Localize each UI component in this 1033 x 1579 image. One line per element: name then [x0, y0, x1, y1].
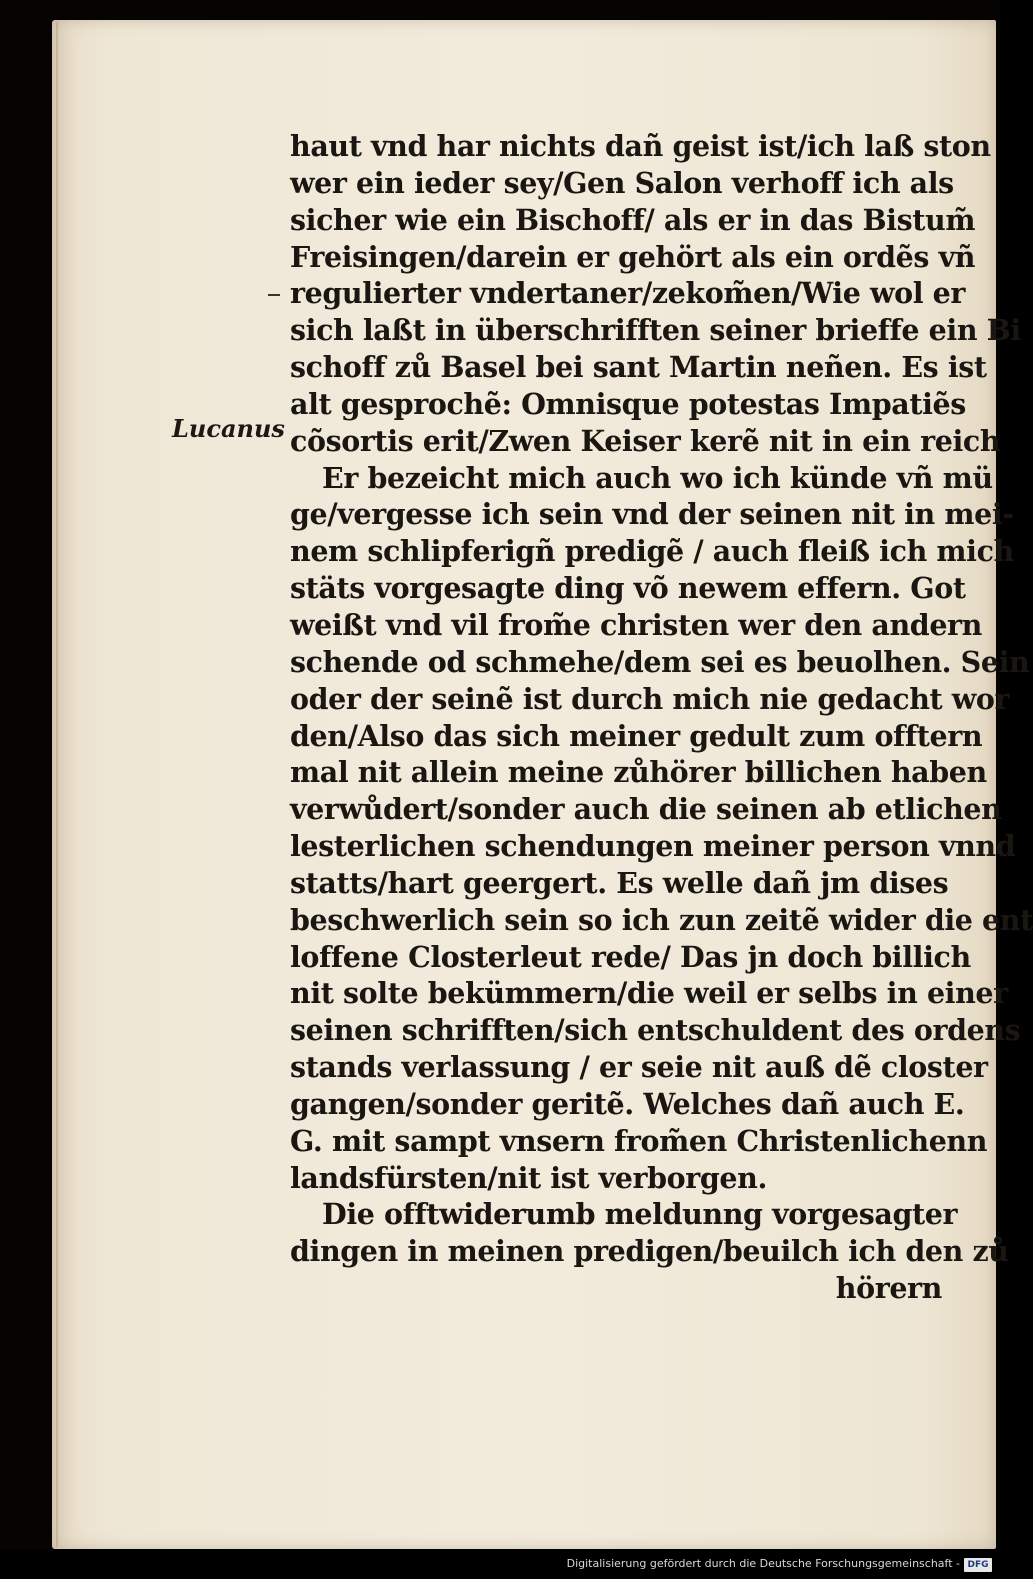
text-line: den/Also das sich meiner gedult zum offtern [290, 718, 983, 753]
text-line: schende od schmehe/dem sei es beuolhen. Sein [290, 644, 1030, 679]
text-line: G. mit sampt vnsern from̃en Christenlichenn [290, 1123, 988, 1158]
text-line: Er bezeicht mich auch wo ich künde vñ mü [322, 460, 993, 495]
text-line: stands verlassung / er seie nit auß dẽ closter [290, 1050, 988, 1085]
text-line: landsfürsten/nit ist verborgen. [290, 1160, 768, 1195]
text-line: verwůdert/sonder auch die seinen ab etlichen [290, 792, 1002, 827]
text-line: sich laßt in überschrifften seiner brieffe ein Bi [290, 313, 1021, 348]
catchword: hörern [835, 1271, 942, 1306]
text-line: alt gesprochẽ: Omnisque potestas Impatiẽs [290, 386, 966, 421]
text-line: cõsortis erit/Zwen Keiser kerẽ nit in ein reich [290, 423, 1001, 458]
text-line: stäts vorgesagte ding võ newem effern. Got [290, 571, 966, 606]
footer-bar [0, 1549, 1000, 1579]
text-line: oder der seinẽ ist durch mich nie gedacht wor [290, 681, 1010, 716]
page-gutter [56, 22, 58, 1547]
text-line: dingen in meinen predigen/beuilch ich den zů [290, 1234, 1009, 1269]
text-line: lesterlichen schendungen meiner person vnnd [290, 829, 1016, 864]
text-line: statts/hart geergert. Es welle dañ jm dises [290, 865, 949, 900]
text-line: gangen/sonder geritẽ. Welches dañ auch E. [290, 1086, 965, 1121]
text-line: nem schlipferigñ predigẽ / auch fleiß ich mich [290, 534, 1014, 569]
text-line: Die offtwiderumb meldunng vorgesagter [322, 1197, 958, 1232]
text-line: beschwerlich sein so ich zun zeitẽ wider die ent [290, 902, 1033, 937]
text-line: loffene Closterleut rede/ Das jn doch billich [290, 939, 971, 974]
text-line: haut vnd har nichts dañ geist ist/ich laß ston [290, 129, 991, 163]
text-line: ge/vergesse ich sein vnd der seinen nit in mei- [290, 497, 1014, 532]
text-line: sicher wie ein Bischoff/ als er in das Bistum̃ [290, 202, 976, 237]
text-line: regulierter vndertaner/zekom̃en/Wie wol er [290, 276, 966, 311]
text-line: seinen schrifften/sich entschuldent des ordens [290, 1013, 1021, 1048]
text-line: weißt vnd vil from̃e christen wer den andern [290, 607, 982, 642]
marginal-note: Lucanus [172, 414, 285, 443]
text-line: nit solte bekümmern/die weil er selbs in einer [290, 976, 1008, 1011]
text-line: mal nit allein meine zůhörer billichen haben [290, 755, 987, 790]
margin-mark [268, 294, 280, 296]
text-line: schoff zů Basel bei sant Martin neñen. Es ist [290, 350, 987, 385]
body-text [290, 128, 1033, 1307]
dfg-logo: DFG [964, 1558, 992, 1572]
funding-credit: Digitalisierung gefördert durch die Deutsche Forschungsgemeinschaft - [566, 1557, 960, 1570]
text-line: wer ein ieder sey/Gen Salon verhoff ich als [290, 165, 954, 200]
text-line: Freisingen/darein er gehört als ein ordẽs vñ [290, 239, 976, 274]
